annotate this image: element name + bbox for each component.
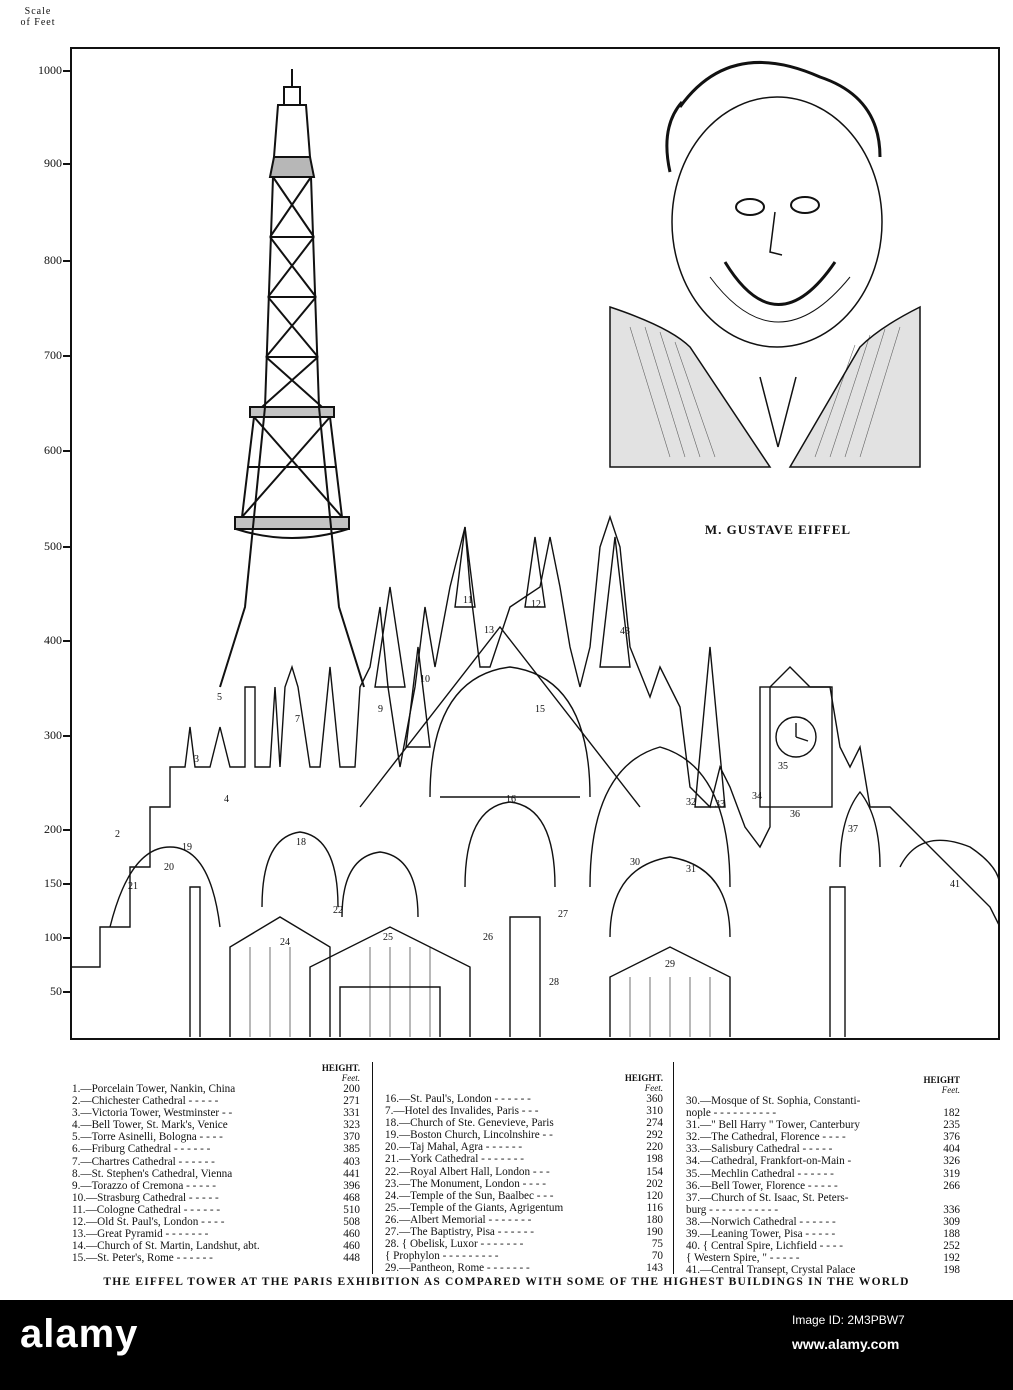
building-name: 30.—Mosque of St. Sophia, Constanti- xyxy=(686,1095,861,1107)
building-height-value: 441 xyxy=(343,1167,360,1180)
building-number: 25 xyxy=(383,932,393,943)
building-height-row xyxy=(385,1262,663,1274)
building-name: 7.—Hotel des Invalides, Paris - - - xyxy=(385,1105,539,1118)
page-title: THE EIFFEL TOWER AT THE PARIS EXHIBITION AS COMPARED WITH SOME OF THE HIGHEST BUILDINGS IN THE WORLD xyxy=(103,1276,910,1288)
building-name: 15.—St. Peter's, Rome - - - - - - xyxy=(72,1252,213,1265)
building-number: 27 xyxy=(558,909,568,920)
building-name: 29.—Pantheon, Rome - - - - - - - xyxy=(385,1262,530,1275)
building-height-value: 120 xyxy=(646,1189,663,1202)
building-height-value: 460 xyxy=(343,1240,360,1253)
height-header: HEIGHT. xyxy=(321,1063,360,1073)
building-height-value: 274 xyxy=(646,1117,663,1130)
height-header: HEIGHT xyxy=(923,1075,960,1085)
building-name: 31.—" Bell Harry " Tower, Canterbury xyxy=(686,1119,860,1132)
building-height-value: 309 xyxy=(943,1215,960,1228)
building-number: 11 xyxy=(463,595,473,606)
building-number: 29 xyxy=(665,959,675,970)
heights-table-col1 xyxy=(72,1064,360,1264)
building-height-row xyxy=(385,1166,663,1178)
scale-tick-label: 100 xyxy=(44,930,62,944)
building-number: 21 xyxy=(128,881,138,892)
scale-tick-label: 600 xyxy=(44,443,62,457)
scale-tick-label: 1000 xyxy=(38,63,62,77)
building-height-value: 448 xyxy=(343,1252,360,1265)
building-height-row xyxy=(385,1178,663,1190)
building-number: 15 xyxy=(535,704,545,715)
building-name: 11.—Cologne Cathedral - - - - - - xyxy=(72,1203,221,1216)
building-number: 41 xyxy=(950,879,960,890)
building-height-row xyxy=(72,1240,360,1252)
building-height-row xyxy=(72,1180,360,1192)
building-number: 31 xyxy=(686,864,696,875)
building-height-value: 360 xyxy=(646,1093,663,1105)
building-name: nople - - - - - - - - - - xyxy=(686,1107,777,1120)
building-number: 19 xyxy=(182,842,192,853)
building-number: 9 xyxy=(378,704,383,715)
building-name: 41.—Central Transept, Crystal Palace xyxy=(686,1264,856,1277)
building-name: 18.—Church of Ste. Genevieve, Paris xyxy=(385,1117,554,1130)
building-name: 23.—The Monument, London - - - - xyxy=(385,1177,546,1190)
building-height-value: 319 xyxy=(943,1167,960,1180)
building-height-value: 331 xyxy=(343,1107,360,1120)
building-number: 37 xyxy=(848,824,858,835)
heights-list-col3 xyxy=(686,1095,960,1276)
scale-tick-label: 200 xyxy=(44,822,62,836)
building-name: 19.—Boston Church, Lincolnshire - - xyxy=(385,1129,553,1142)
building-height-value: 403 xyxy=(343,1155,360,1168)
building-name: 14.—Church of St. Martin, Landshut, abt. xyxy=(72,1240,260,1253)
building-height-value: 460 xyxy=(343,1228,360,1241)
building-number: 7 xyxy=(295,714,300,725)
heights-list-col2 xyxy=(385,1093,663,1274)
building-number: 3 xyxy=(194,754,199,765)
feet-header: Feet. xyxy=(341,1073,360,1083)
buildings-skyline xyxy=(70,517,1000,1037)
building-height-row xyxy=(385,1141,663,1153)
building-number: 28 xyxy=(549,977,559,988)
building-height-row xyxy=(72,1192,360,1204)
building-height-row xyxy=(686,1155,960,1167)
eiffel-portrait xyxy=(610,62,920,467)
building-height-row xyxy=(385,1093,663,1105)
building-name: 9.—Torazzo of Cremona - - - - - xyxy=(72,1179,216,1192)
scale-tick-label: 900 xyxy=(44,156,62,170)
building-name: 5.—Torre Asinelli, Bologna - - - - xyxy=(72,1131,223,1144)
building-name: 37.—Church of St. Isaac, St. Peters- xyxy=(686,1191,849,1204)
building-name: 4.—Bell Tower, St. Mark's, Venice xyxy=(72,1119,228,1132)
building-name: 36.—Bell Tower, Florence - - - - - xyxy=(686,1179,838,1192)
building-height-row xyxy=(385,1117,663,1129)
building-height-row xyxy=(686,1264,960,1276)
building-number: 20 xyxy=(164,862,174,873)
building-height-value: 292 xyxy=(646,1129,663,1142)
building-height-row xyxy=(72,1131,360,1143)
building-height-row xyxy=(385,1202,663,1214)
scale-title-line1: Scale xyxy=(24,6,52,17)
scale-tick-label: 700 xyxy=(44,348,62,362)
building-height-value: 510 xyxy=(343,1203,360,1216)
building-name: 13.—Great Pyramid - - - - - - - xyxy=(72,1228,209,1241)
building-number: 12 xyxy=(531,599,541,610)
scale-tick-label: 300 xyxy=(44,728,62,742)
building-number: 22 xyxy=(333,905,343,916)
building-name: { Western Spire, " - - - - - xyxy=(686,1252,800,1265)
scale-title xyxy=(8,6,68,28)
building-number-labels xyxy=(115,595,960,988)
building-height-value: 75 xyxy=(651,1238,663,1251)
building-height-value: 198 xyxy=(646,1153,663,1166)
building-height-value: 323 xyxy=(343,1119,360,1132)
building-name: 7.—Chartres Cathedral - - - - - - xyxy=(72,1155,215,1168)
heights-table-col2 xyxy=(385,1074,663,1274)
building-number: 13 xyxy=(484,625,494,636)
building-number: 4 xyxy=(224,794,229,805)
building-name: 34.—Cathedral, Frankfort-on-Main - xyxy=(686,1155,852,1168)
building-height-row xyxy=(72,1168,360,1180)
building-height-row xyxy=(72,1228,360,1240)
building-height-row xyxy=(686,1107,960,1119)
building-height-value xyxy=(926,1095,960,1107)
building-name: 3.—Victoria Tower, Westminster - - xyxy=(72,1107,233,1120)
building-number: 32 xyxy=(686,797,696,808)
building-height-value: 376 xyxy=(943,1131,960,1144)
building-name: 35.—Mechlin Cathedral - - - - - - xyxy=(686,1167,834,1180)
building-name: 10.—Strasburg Cathedral - - - - - xyxy=(72,1191,219,1204)
building-name: 28. { Obelisk, Luxor - - - - - - - xyxy=(385,1238,524,1251)
building-name: 38.—Norwich Cathedral - - - - - - xyxy=(686,1215,836,1228)
building-name: 39.—Leaning Tower, Pisa - - - - - xyxy=(686,1228,836,1241)
building-height-row xyxy=(686,1180,960,1192)
building-height-row xyxy=(72,1216,360,1228)
building-name: 27.—The Baptistry, Pisa - - - - - - xyxy=(385,1226,535,1239)
building-name: 32.—The Cathedral, Florence - - - - xyxy=(686,1131,846,1144)
feet-header: Feet. xyxy=(644,1083,663,1093)
building-height-value: 310 xyxy=(646,1105,663,1118)
building-height-value: 188 xyxy=(943,1228,960,1241)
building-name: 8.—St. Stephen's Cathedral, Vienna xyxy=(72,1167,233,1180)
building-height-row xyxy=(385,1238,663,1250)
building-height-value: 220 xyxy=(646,1141,663,1154)
feet-header: Feet. xyxy=(941,1085,960,1095)
building-height-row xyxy=(385,1153,663,1165)
building-height-row xyxy=(385,1105,663,1117)
building-height-row xyxy=(686,1143,960,1155)
building-height-value: 370 xyxy=(343,1131,360,1144)
building-height-value: 200 xyxy=(343,1083,360,1095)
building-number: 26 xyxy=(483,932,493,943)
building-number: 34 xyxy=(752,791,762,802)
building-height-value: 192 xyxy=(943,1252,960,1265)
building-number: 35 xyxy=(778,761,788,772)
building-name: 2.—Chichester Cathedral - - - - - xyxy=(72,1095,219,1108)
building-height-value: 235 xyxy=(943,1119,960,1132)
building-height-row xyxy=(72,1252,360,1264)
building-height-row xyxy=(385,1250,663,1262)
building-name: 21.—York Cathedral - - - - - - - xyxy=(385,1153,524,1166)
building-number: 10 xyxy=(420,674,430,685)
scale-title-line2: of Feet xyxy=(20,17,56,28)
building-height-row xyxy=(686,1119,960,1131)
building-height-row xyxy=(72,1119,360,1131)
building-height-row xyxy=(72,1107,360,1119)
building-number: 36 xyxy=(790,809,800,820)
building-height-value: 180 xyxy=(646,1213,663,1226)
building-name: 26.—Albert Memorial - - - - - - - xyxy=(385,1213,532,1226)
building-height-value: 271 xyxy=(343,1095,360,1108)
building-height-row xyxy=(385,1214,663,1226)
building-height-row xyxy=(385,1226,663,1238)
building-height-value: 396 xyxy=(343,1179,360,1192)
building-height-row xyxy=(686,1204,960,1216)
scale-tick-label: 150 xyxy=(44,876,62,890)
building-height-value: 468 xyxy=(343,1191,360,1204)
building-height-value: 266 xyxy=(943,1179,960,1192)
image-id-label: Image ID: 2M3PBW7 xyxy=(792,1313,905,1327)
building-number: 30 xyxy=(630,857,640,868)
building-number: 24 xyxy=(280,937,290,948)
building-name: burg - - - - - - - - - - - xyxy=(686,1203,779,1216)
building-height-row xyxy=(385,1129,663,1141)
watermark-url: www.alamy.com xyxy=(792,1336,900,1352)
building-number: 5 xyxy=(217,692,222,703)
building-height-value: 116 xyxy=(646,1201,663,1214)
building-height-row xyxy=(686,1095,960,1107)
building-height-value xyxy=(926,1192,960,1204)
building-name: 20.—Taj Mahal, Agra - - - - - - xyxy=(385,1141,523,1154)
building-number: 43 xyxy=(620,626,630,637)
building-height-value: 182 xyxy=(943,1107,960,1120)
building-name: 40. { Central Spire, Lichfield - - - - xyxy=(686,1240,843,1253)
building-height-value: 252 xyxy=(943,1240,960,1253)
building-height-row xyxy=(72,1095,360,1107)
scale-tick-label: 500 xyxy=(44,539,62,553)
building-height-row xyxy=(385,1190,663,1202)
building-name: 16.—St. Paul's, London - - - - - - xyxy=(385,1093,531,1105)
column-divider xyxy=(673,1062,674,1274)
building-number: 16 xyxy=(506,794,516,805)
eiffel-tower-drawing xyxy=(220,69,364,687)
building-height-value: 70 xyxy=(651,1250,663,1263)
building-height-row xyxy=(72,1083,360,1095)
building-height-value: 404 xyxy=(943,1143,960,1156)
heights-list-col1 xyxy=(72,1083,360,1264)
alamy-logo: alamy xyxy=(20,1312,139,1356)
building-height-value: 202 xyxy=(646,1177,663,1190)
building-height-value: 326 xyxy=(943,1155,960,1168)
building-height-value: 336 xyxy=(943,1203,960,1216)
building-height-value: 154 xyxy=(646,1165,663,1178)
heights-table-col3 xyxy=(686,1076,960,1276)
building-height-value: 508 xyxy=(343,1216,360,1229)
building-name: 22.—Royal Albert Hall, London - - - xyxy=(385,1165,550,1178)
building-height-row xyxy=(72,1204,360,1216)
building-height-row xyxy=(686,1168,960,1180)
building-height-row xyxy=(72,1143,360,1155)
column-divider xyxy=(372,1062,373,1274)
building-height-row xyxy=(72,1156,360,1168)
building-name: 1.—Porcelain Tower, Nankin, China xyxy=(72,1083,236,1095)
building-number: 18 xyxy=(296,837,306,848)
portrait-caption: M. GUSTAVE EIFFEL xyxy=(704,522,852,537)
height-header: HEIGHT. xyxy=(624,1073,663,1083)
building-name: 6.—Friburg Cathedral - - - - - - xyxy=(72,1143,211,1156)
building-name: 25.—Temple of the Giants, Agrigentum xyxy=(385,1201,564,1214)
building-height-row xyxy=(686,1216,960,1228)
building-name: 33.—Salisbury Cathedral - - - - - xyxy=(686,1143,833,1156)
building-height-row xyxy=(686,1240,960,1252)
building-height-row xyxy=(686,1192,960,1204)
building-height-value: 198 xyxy=(943,1264,960,1277)
building-height-value: 385 xyxy=(343,1143,360,1156)
scale-tick-label: 400 xyxy=(44,633,62,647)
scale-tick-label: 50 xyxy=(50,984,62,998)
scale-tick-label: 800 xyxy=(44,253,62,267)
building-height-row xyxy=(686,1252,960,1264)
building-number: 2 xyxy=(115,829,120,840)
building-height-value: 190 xyxy=(646,1226,663,1239)
building-height-row xyxy=(686,1228,960,1240)
building-name: { Prophylon - - - - - - - - - xyxy=(385,1250,499,1263)
buildings-illustration xyxy=(70,47,1000,1040)
building-name: 24.—Temple of the Sun, Baalbec - - - xyxy=(385,1189,554,1202)
building-height-value: 143 xyxy=(646,1262,663,1275)
building-number: 33 xyxy=(715,799,725,810)
building-name: 12.—Old St. Paul's, London - - - - xyxy=(72,1216,225,1229)
building-height-row xyxy=(686,1131,960,1143)
